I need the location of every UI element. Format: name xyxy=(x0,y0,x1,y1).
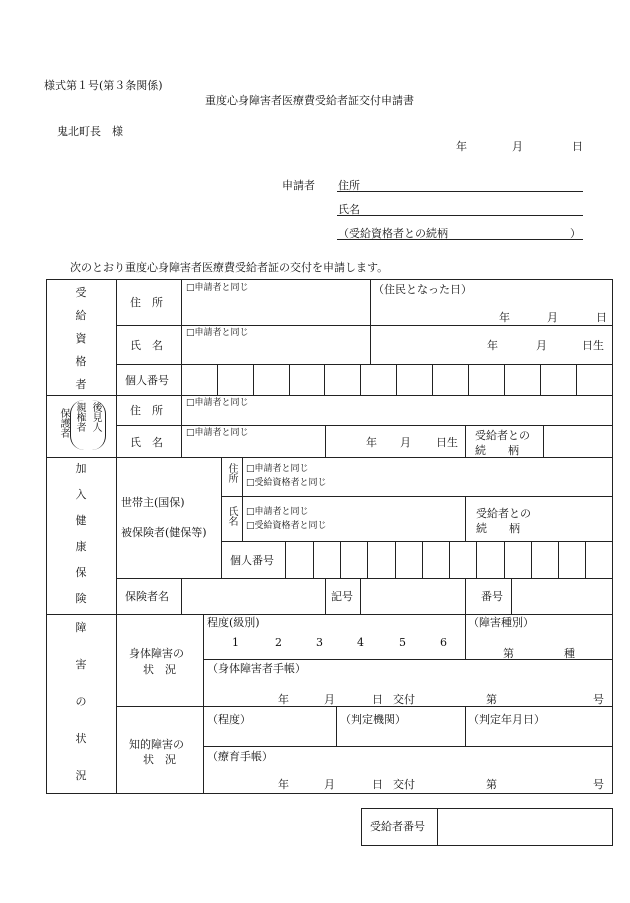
guardian-relation-label: 受給者との xyxy=(475,429,530,442)
notebook-month: 月 xyxy=(324,693,335,706)
disability-type-kind: 種 xyxy=(564,647,575,660)
insured-name-label: 氏名 xyxy=(226,506,237,526)
recipient-address-label: 住 所 xyxy=(130,296,163,309)
guardian-birth-month: 月 xyxy=(400,436,411,449)
degree-label: （程度） xyxy=(207,713,251,726)
recipient-birth-year: 年 xyxy=(487,339,498,352)
guardian-name-same-checkbox[interactable]: □申請者と同じ xyxy=(186,428,249,438)
disability-type-label: （障害種別） xyxy=(468,616,534,629)
form-number: 様式第１号(第３条関係) xyxy=(44,79,163,92)
intellectual-disability-label: 知的障害の xyxy=(129,738,184,751)
intro-text: 次のとおり重度心身障害者医療費受給者証の交付を申請します。 xyxy=(70,261,389,274)
applicant-name-field[interactable] xyxy=(337,215,583,216)
applicant-address-field[interactable] xyxy=(337,191,583,192)
insured-relation-label2: 続 柄 xyxy=(476,522,520,535)
insurer-name-label: 保険者名 xyxy=(125,590,169,603)
rehab-year: 年 xyxy=(278,778,289,791)
guardian-section-label: 保護者 親権者 後見人 xyxy=(52,398,112,454)
physical-disability-label: 身体障害の xyxy=(129,647,184,660)
recipient-number-label: 受給者番号 xyxy=(370,820,425,833)
physical-disability-label2: 状 況 xyxy=(143,663,176,676)
notebook-no-prefix: 第 xyxy=(486,693,497,706)
insured-label: 被保険者(健保等) xyxy=(121,526,207,539)
rehab-issue: 交付 xyxy=(393,778,415,791)
householder-label: 世帯主(国保) xyxy=(121,496,185,509)
insured-address-same-applicant[interactable]: □申請者と同じ xyxy=(246,464,309,474)
recipient-personal-number-label: 個人番号 xyxy=(125,374,169,387)
rehab-notebook-label: （療育手帳） xyxy=(207,750,273,763)
judge-date-label: （判定年月日） xyxy=(468,713,545,726)
date-day: 日 xyxy=(572,140,583,153)
applicant-relation-label: （受給資格者との続柄 xyxy=(338,227,448,240)
insured-address-label: 住所 xyxy=(226,463,237,483)
guardian-birth-year: 年 xyxy=(366,436,377,449)
rehab-no-prefix: 第 xyxy=(486,778,497,791)
symbol-label: 記号 xyxy=(331,590,353,603)
disability-type-no: 第 xyxy=(503,647,514,660)
insurance-section-label: 加 入 健 康 保 険 xyxy=(75,462,87,605)
applicant-relation-field[interactable] xyxy=(337,239,583,240)
grade-label: 程度(級別) xyxy=(207,616,260,629)
resident-day: 日 xyxy=(596,311,607,324)
recipient-section-label: 受 給 資 格 者 xyxy=(75,286,87,391)
guardian-relation-label2: 続 柄 xyxy=(475,444,519,457)
date-month: 月 xyxy=(512,140,523,153)
judge-org-label: （判定機関） xyxy=(340,713,406,726)
addressee: 鬼北町長 様 xyxy=(57,125,123,138)
recipient-address-same-checkbox[interactable]: □申請者と同じ xyxy=(186,283,249,293)
notebook-issue: 交付 xyxy=(393,693,415,706)
recipient-name-label: 氏 名 xyxy=(130,339,163,352)
resident-month: 月 xyxy=(547,311,558,324)
guardian-address-same-checkbox[interactable]: □申請者と同じ xyxy=(186,398,249,408)
disability-section-label: 障 害 の 状 況 xyxy=(75,621,87,782)
insured-name-same-applicant[interactable]: □申請者と同じ xyxy=(246,507,309,517)
grade-option-4[interactable]: 4 xyxy=(357,636,364,649)
grade-option-6[interactable]: 6 xyxy=(440,636,447,649)
guardian-birth-day: 日生 xyxy=(436,436,458,449)
recipient-birth-month: 月 xyxy=(536,339,547,352)
grade-option-1[interactable]: 1 xyxy=(232,636,239,649)
insured-personal-number-boxes[interactable] xyxy=(285,541,613,578)
physical-notebook-label: （身体障害者手帳） xyxy=(207,662,306,675)
insured-address-same-recipient[interactable]: □受給資格者と同じ xyxy=(246,478,327,488)
rehab-day: 日 xyxy=(372,778,383,791)
recipient-birth-day: 日生 xyxy=(582,339,604,352)
intellectual-disability-label2: 状 況 xyxy=(143,753,176,766)
form-title: 重度心身障害者医療費受給者証交付申請書 xyxy=(205,94,414,107)
applicant-label: 申請者 xyxy=(282,179,315,192)
applicant-name-label: 氏名 xyxy=(338,203,360,216)
applicant-relation-close: ） xyxy=(570,227,581,240)
guardian-name-label: 氏 名 xyxy=(130,436,163,449)
notebook-day: 日 xyxy=(372,693,383,706)
grade-option-5[interactable]: 5 xyxy=(399,636,406,649)
resident-year: 年 xyxy=(499,311,510,324)
insured-name-same-recipient[interactable]: □受給資格者と同じ xyxy=(246,521,327,531)
rehab-no-suffix: 号 xyxy=(593,778,604,791)
insured-relation-label: 受給者との xyxy=(476,507,531,520)
date-year: 年 xyxy=(456,140,467,153)
applicant-address-label: 住所 xyxy=(338,179,360,192)
notebook-year: 年 xyxy=(278,693,289,706)
resident-date-label: （住民となった日） xyxy=(373,283,472,296)
insured-personal-number-label: 個人番号 xyxy=(230,554,274,567)
recipient-name-same-checkbox[interactable]: □申請者と同じ xyxy=(186,328,249,338)
grade-option-3[interactable]: 3 xyxy=(316,636,323,649)
guardian-address-label: 住 所 xyxy=(130,404,163,417)
recipient-personal-number-boxes[interactable] xyxy=(181,364,612,395)
number-label: 番号 xyxy=(481,590,503,603)
rehab-month: 月 xyxy=(324,778,335,791)
notebook-no-suffix: 号 xyxy=(593,693,604,706)
grade-option-2[interactable]: 2 xyxy=(275,636,282,649)
